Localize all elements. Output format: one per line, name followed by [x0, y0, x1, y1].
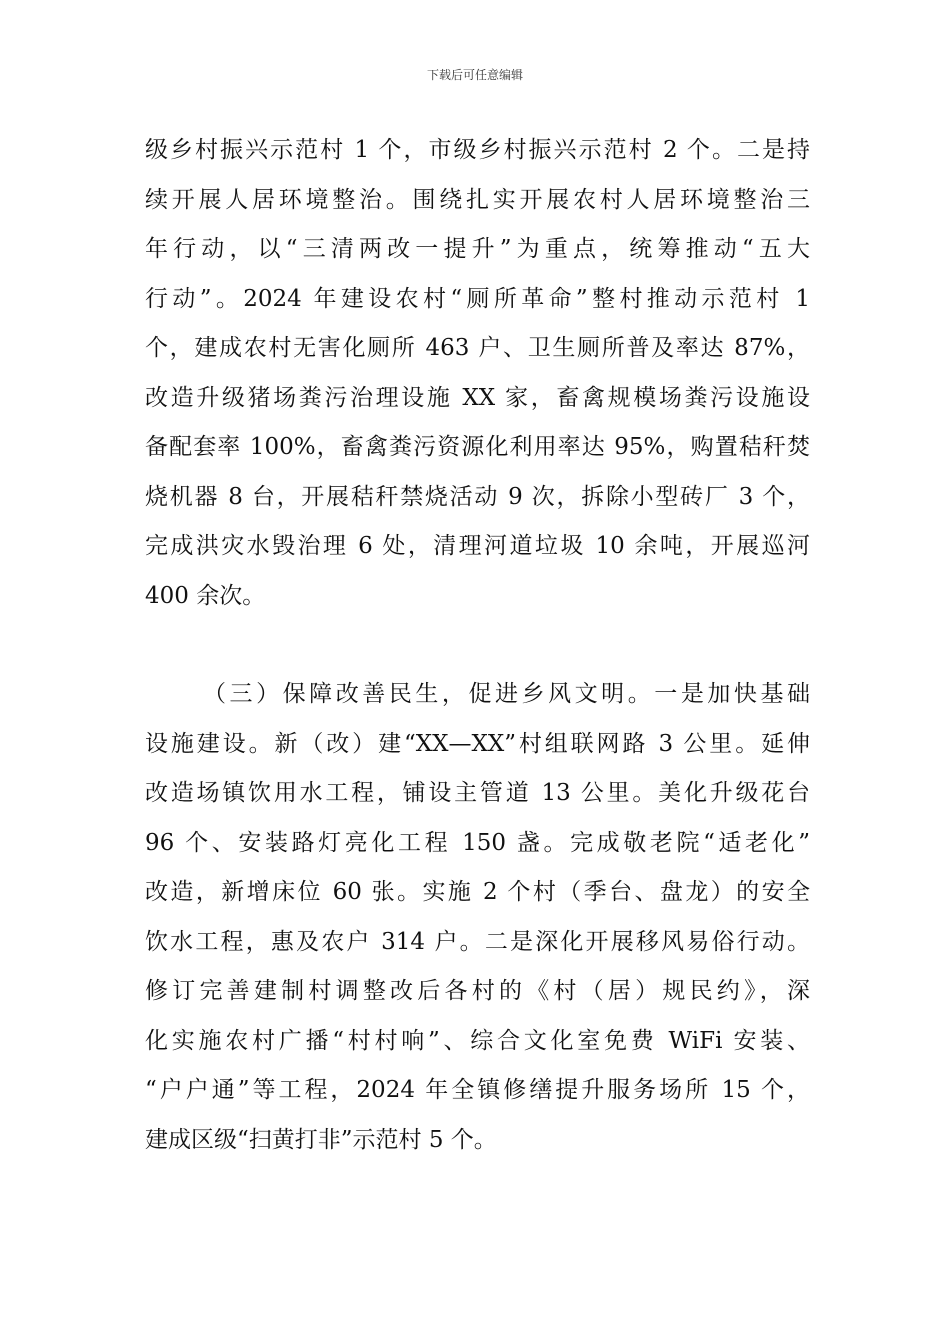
text-line: 级乡村振兴示范村 1 个，市级乡村振兴示范村 2 个。二是持	[145, 137, 810, 163]
text-line: 续开展人居环境整治。围绕扎实开展农村人居环境整治三	[145, 186, 810, 213]
text-line: 化实施农村广播“村村响”、综合文化室免费 WiFi 安装、	[145, 1027, 810, 1054]
text-line: 设施建设。新（改）建“XX—XX”村组联网路 3 公里。延伸	[145, 730, 810, 757]
text-line: 行动”。2024 年建设农村“厕所革命”整村推动示范村 1	[145, 285, 810, 312]
page-header: 下载后可任意编辑	[426, 68, 523, 82]
text-line: 改造升级猪场粪污治理设施 XX 家，畜禽规模场粪污设施设	[145, 384, 810, 411]
text-line: 改造场镇饮用水工程，铺设主管道 13 公里。美化升级花台	[145, 780, 810, 806]
text-line: 饮水工程，惠及农户 314 户。二是深化开展移风易俗行动。	[145, 928, 810, 955]
text-line: （三）保障改善民生，促进乡风文明。一是加快基础	[203, 681, 810, 707]
text-line: 烧机器 8 台，开展秸秆禁烧活动 9 次，拆除小型砖厂 3 个，	[145, 483, 810, 510]
text-line: 完成洪灾水毁治理 6 处，清理河道垃圾 10 余吨，开展巡河	[145, 533, 810, 559]
text-line: 96 个、安装路灯亮化工程 150 盏。完成敬老院“适老化”	[145, 829, 810, 856]
text-line: 备配套率 100%，畜禽粪污资源化利用率达 95%，购置秸秆焚	[145, 434, 810, 460]
text-line: 400 余次。	[145, 582, 266, 609]
text-line: 建成区级“扫黄打非”示范村 5 个。	[145, 1126, 497, 1153]
paragraph-livelihood	[145, 670, 810, 1165]
text-line: 个，建成农村无害化厕所 463 户、卫生厕所普及率达 87%，	[145, 335, 810, 361]
paragraph-sanitation	[145, 126, 810, 621]
text-line: 改造，新增床位 60 张。实施 2 个村（季台、盘龙）的安全	[145, 879, 810, 905]
text-line: 年行动，以“三清两改一提升”为重点，统筹推动“五大	[145, 236, 810, 262]
text-line: 修订完善建制村调整改后各村的《村（居）规民约》，深	[145, 978, 810, 1004]
text-line: “户户通”等工程，2024 年全镇修缮提升服务场所 15 个，	[145, 1077, 810, 1103]
